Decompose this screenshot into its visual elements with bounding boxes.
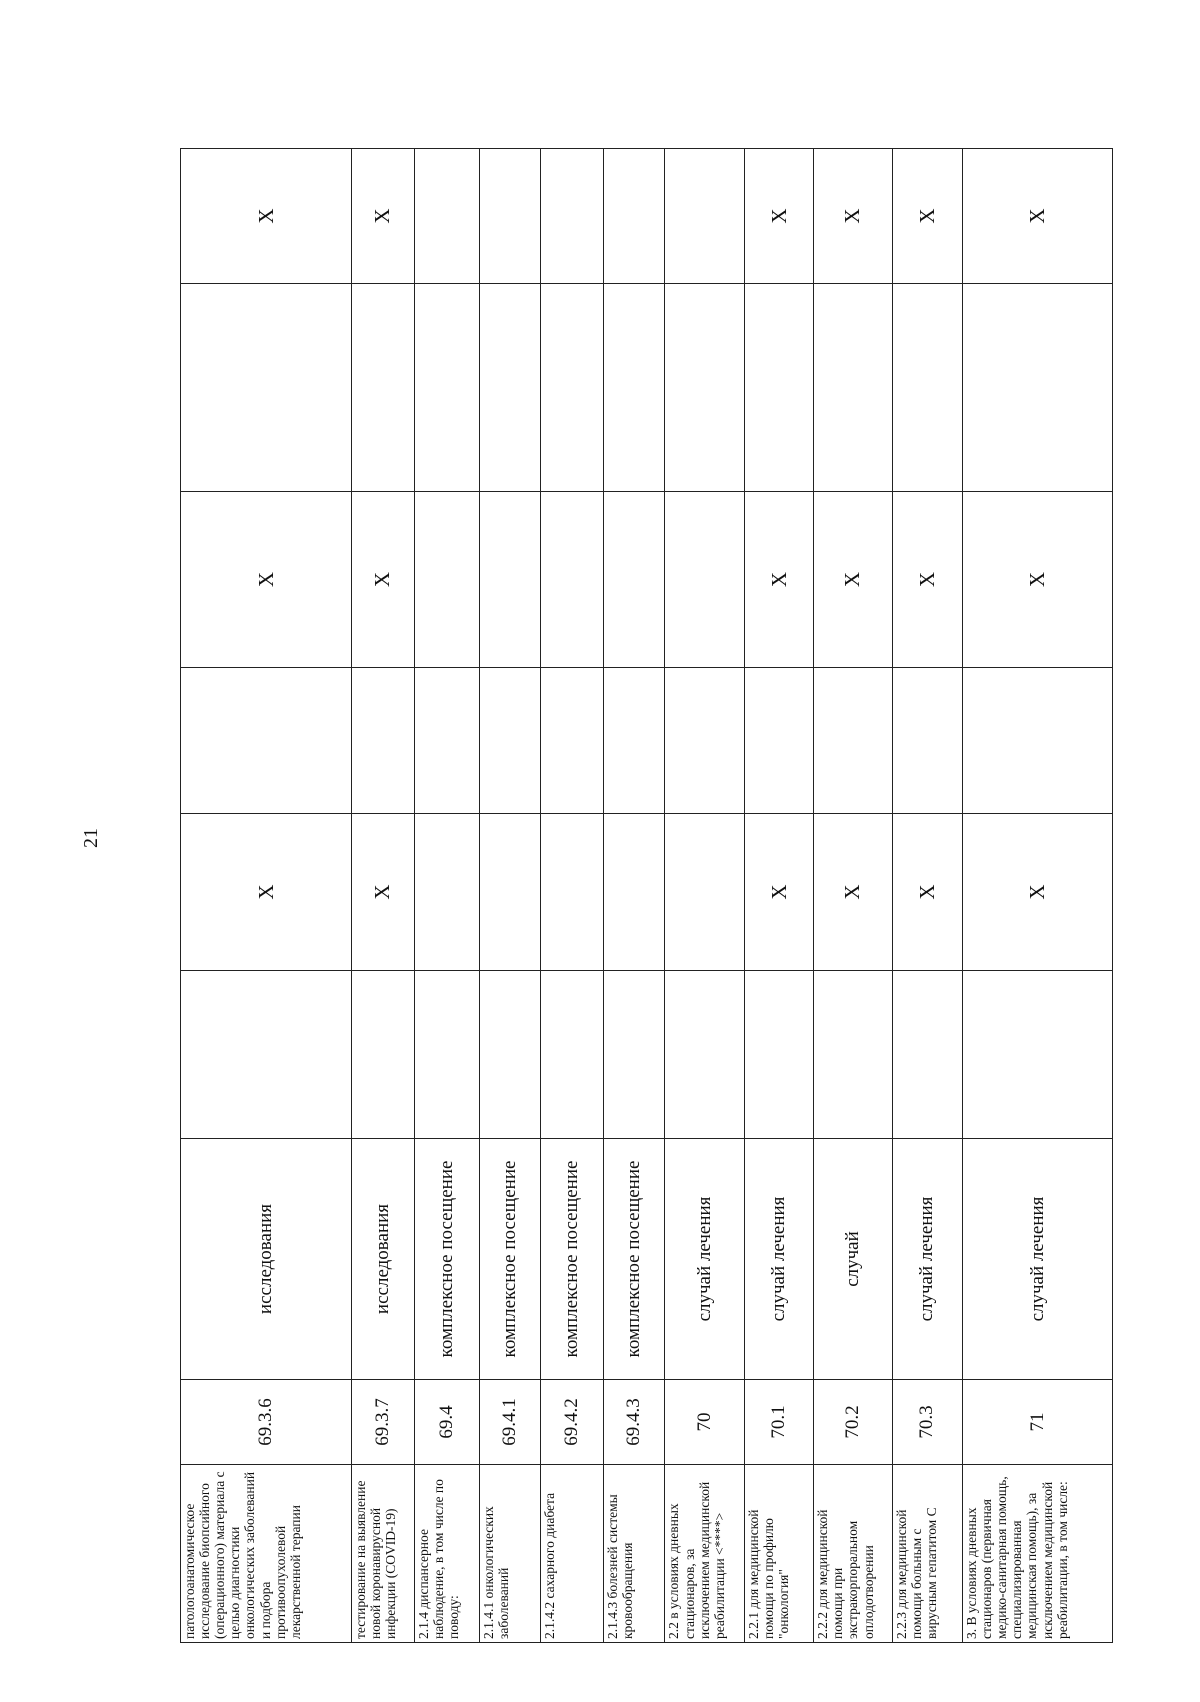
- cell-col8: [414, 284, 479, 492]
- row-number: 70.1: [744, 1380, 813, 1465]
- cell-col4: [414, 971, 479, 1139]
- table-row: [181, 149, 352, 1643]
- row-number: 69.4.2: [541, 1380, 604, 1465]
- cell-col7: [603, 492, 665, 668]
- table-row: [963, 149, 1113, 1643]
- row-unit: случай лечения: [963, 1139, 1113, 1380]
- cell-col5: X: [892, 814, 962, 971]
- cell-col4: [892, 971, 962, 1139]
- row-name: 2.2.1 для медицинской помощи по профилю "онкология": [744, 1465, 813, 1643]
- row-unit: исследования: [181, 1139, 352, 1380]
- row-number: 71: [963, 1380, 1113, 1465]
- cell-col6: [814, 668, 892, 814]
- row-name: 2.1.4.2 сахарного диабета: [541, 1465, 604, 1643]
- cell-col4: [352, 971, 415, 1139]
- row-name: 3. В условиях дневных стационаров (первичная медико-санитарная помощь, специализированная медицинская помощь), за исключением медицинской реабилитации, в том числе:: [963, 1465, 1113, 1643]
- cell-col4: [603, 971, 665, 1139]
- row-unit: исследования: [352, 1139, 415, 1380]
- cell-col8: [352, 284, 415, 492]
- cell-col8: [181, 284, 352, 492]
- cell-col9: [603, 149, 665, 284]
- cell-col4: [479, 971, 541, 1139]
- cell-col4: [541, 971, 604, 1139]
- cell-col9: X: [744, 149, 813, 284]
- cell-col5: X: [744, 814, 813, 971]
- page-number: 21: [80, 828, 102, 848]
- cell-col9: X: [814, 149, 892, 284]
- cell-col8: [479, 284, 541, 492]
- row-name: 2.1.4 диспансерное наблюдение, в том числе по поводу:: [414, 1465, 479, 1643]
- rotated-table-container: [180, 149, 1113, 1643]
- cell-col9: [479, 149, 541, 284]
- cell-col6: [892, 668, 962, 814]
- row-number: 70: [665, 1380, 744, 1465]
- cell-col4: [665, 971, 744, 1139]
- cell-col9: [665, 149, 744, 284]
- table-row: [665, 149, 744, 1643]
- row-name: патологоанатомическое исследование биопсийного (операционного) материала с целью диагностики онкологических заболеваний и подбора противоопухолевой лекарственной терапии: [181, 1465, 352, 1643]
- cell-col5: [665, 814, 744, 971]
- row-unit: случай лечения: [744, 1139, 813, 1380]
- row-unit: случай лечения: [665, 1139, 744, 1380]
- table-row: [744, 149, 813, 1643]
- cell-col6: [744, 668, 813, 814]
- cell-col6: [665, 668, 744, 814]
- cell-col7: [541, 492, 604, 668]
- cell-col7: X: [963, 492, 1113, 668]
- cell-col7: [414, 492, 479, 668]
- row-unit: случай: [814, 1139, 892, 1380]
- cell-col4: [963, 971, 1113, 1139]
- data-table: [180, 148, 1113, 1643]
- cell-col4: [181, 971, 352, 1139]
- row-name: 2.2.3 для медицинской помощи больным с вирусным гепатитом С: [892, 1465, 962, 1643]
- cell-col5: [414, 814, 479, 971]
- cell-col8: [963, 284, 1113, 492]
- cell-col7: X: [744, 492, 813, 668]
- cell-col8: [814, 284, 892, 492]
- row-name: 2.1.4.3 болезней системы кровообращения: [603, 1465, 665, 1643]
- row-number: 69.3.6: [181, 1380, 352, 1465]
- cell-col9: X: [181, 149, 352, 284]
- table-row: [892, 149, 962, 1643]
- cell-col5: [479, 814, 541, 971]
- table-body: [181, 149, 1113, 1643]
- row-unit: комплексное посещение: [603, 1139, 665, 1380]
- cell-col7: X: [181, 492, 352, 668]
- cell-col9: [414, 149, 479, 284]
- cell-col6: [541, 668, 604, 814]
- row-number: 69.4.1: [479, 1380, 541, 1465]
- row-unit: комплексное посещение: [541, 1139, 604, 1380]
- cell-col6: [479, 668, 541, 814]
- cell-col4: [814, 971, 892, 1139]
- cell-col6: [603, 668, 665, 814]
- cell-col9: [541, 149, 604, 284]
- cell-col7: X: [352, 492, 415, 668]
- cell-col6: [414, 668, 479, 814]
- cell-col8: [744, 284, 813, 492]
- row-unit: комплексное посещение: [479, 1139, 541, 1380]
- row-name: тестирование на выявление новой коронавирусной инфекции (COVID-19): [352, 1465, 415, 1643]
- cell-col7: X: [814, 492, 892, 668]
- row-name: 2.2 в условиях дневных стационаров, за исключением медицинской реабилитации <****>: [665, 1465, 744, 1643]
- cell-col5: X: [814, 814, 892, 971]
- cell-col5: [603, 814, 665, 971]
- table-row: [814, 149, 892, 1643]
- row-number: 69.4.3: [603, 1380, 665, 1465]
- cell-col7: [479, 492, 541, 668]
- cell-col7: X: [892, 492, 962, 668]
- cell-col4: [744, 971, 813, 1139]
- table-row: [479, 149, 541, 1643]
- cell-col7: [665, 492, 744, 668]
- table-row: [352, 149, 415, 1643]
- cell-col5: X: [352, 814, 415, 971]
- cell-col9: X: [892, 149, 962, 284]
- row-number: 69.3.7: [352, 1380, 415, 1465]
- table-row: [414, 149, 479, 1643]
- row-number: 70.3: [892, 1380, 962, 1465]
- row-unit: случай лечения: [892, 1139, 962, 1380]
- table-row: [541, 149, 604, 1643]
- cell-col8: [541, 284, 604, 492]
- table-row: [603, 149, 665, 1643]
- cell-col6: [181, 668, 352, 814]
- row-unit: комплексное посещение: [414, 1139, 479, 1380]
- row-name: 2.2.2 для медицинской помощи при экстракорпоральном оплодотворении: [814, 1465, 892, 1643]
- cell-col5: X: [963, 814, 1113, 971]
- cell-col5: [541, 814, 604, 971]
- cell-col8: [665, 284, 744, 492]
- cell-col9: X: [352, 149, 415, 284]
- cell-col8: [892, 284, 962, 492]
- cell-col6: [352, 668, 415, 814]
- row-name: 2.1.4.1 онкологических заболеваний: [479, 1465, 541, 1643]
- cell-col6: [963, 668, 1113, 814]
- cell-col9: X: [963, 149, 1113, 284]
- row-number: 69.4: [414, 1380, 479, 1465]
- cell-col8: [603, 284, 665, 492]
- row-number: 70.2: [814, 1380, 892, 1465]
- cell-col5: X: [181, 814, 352, 971]
